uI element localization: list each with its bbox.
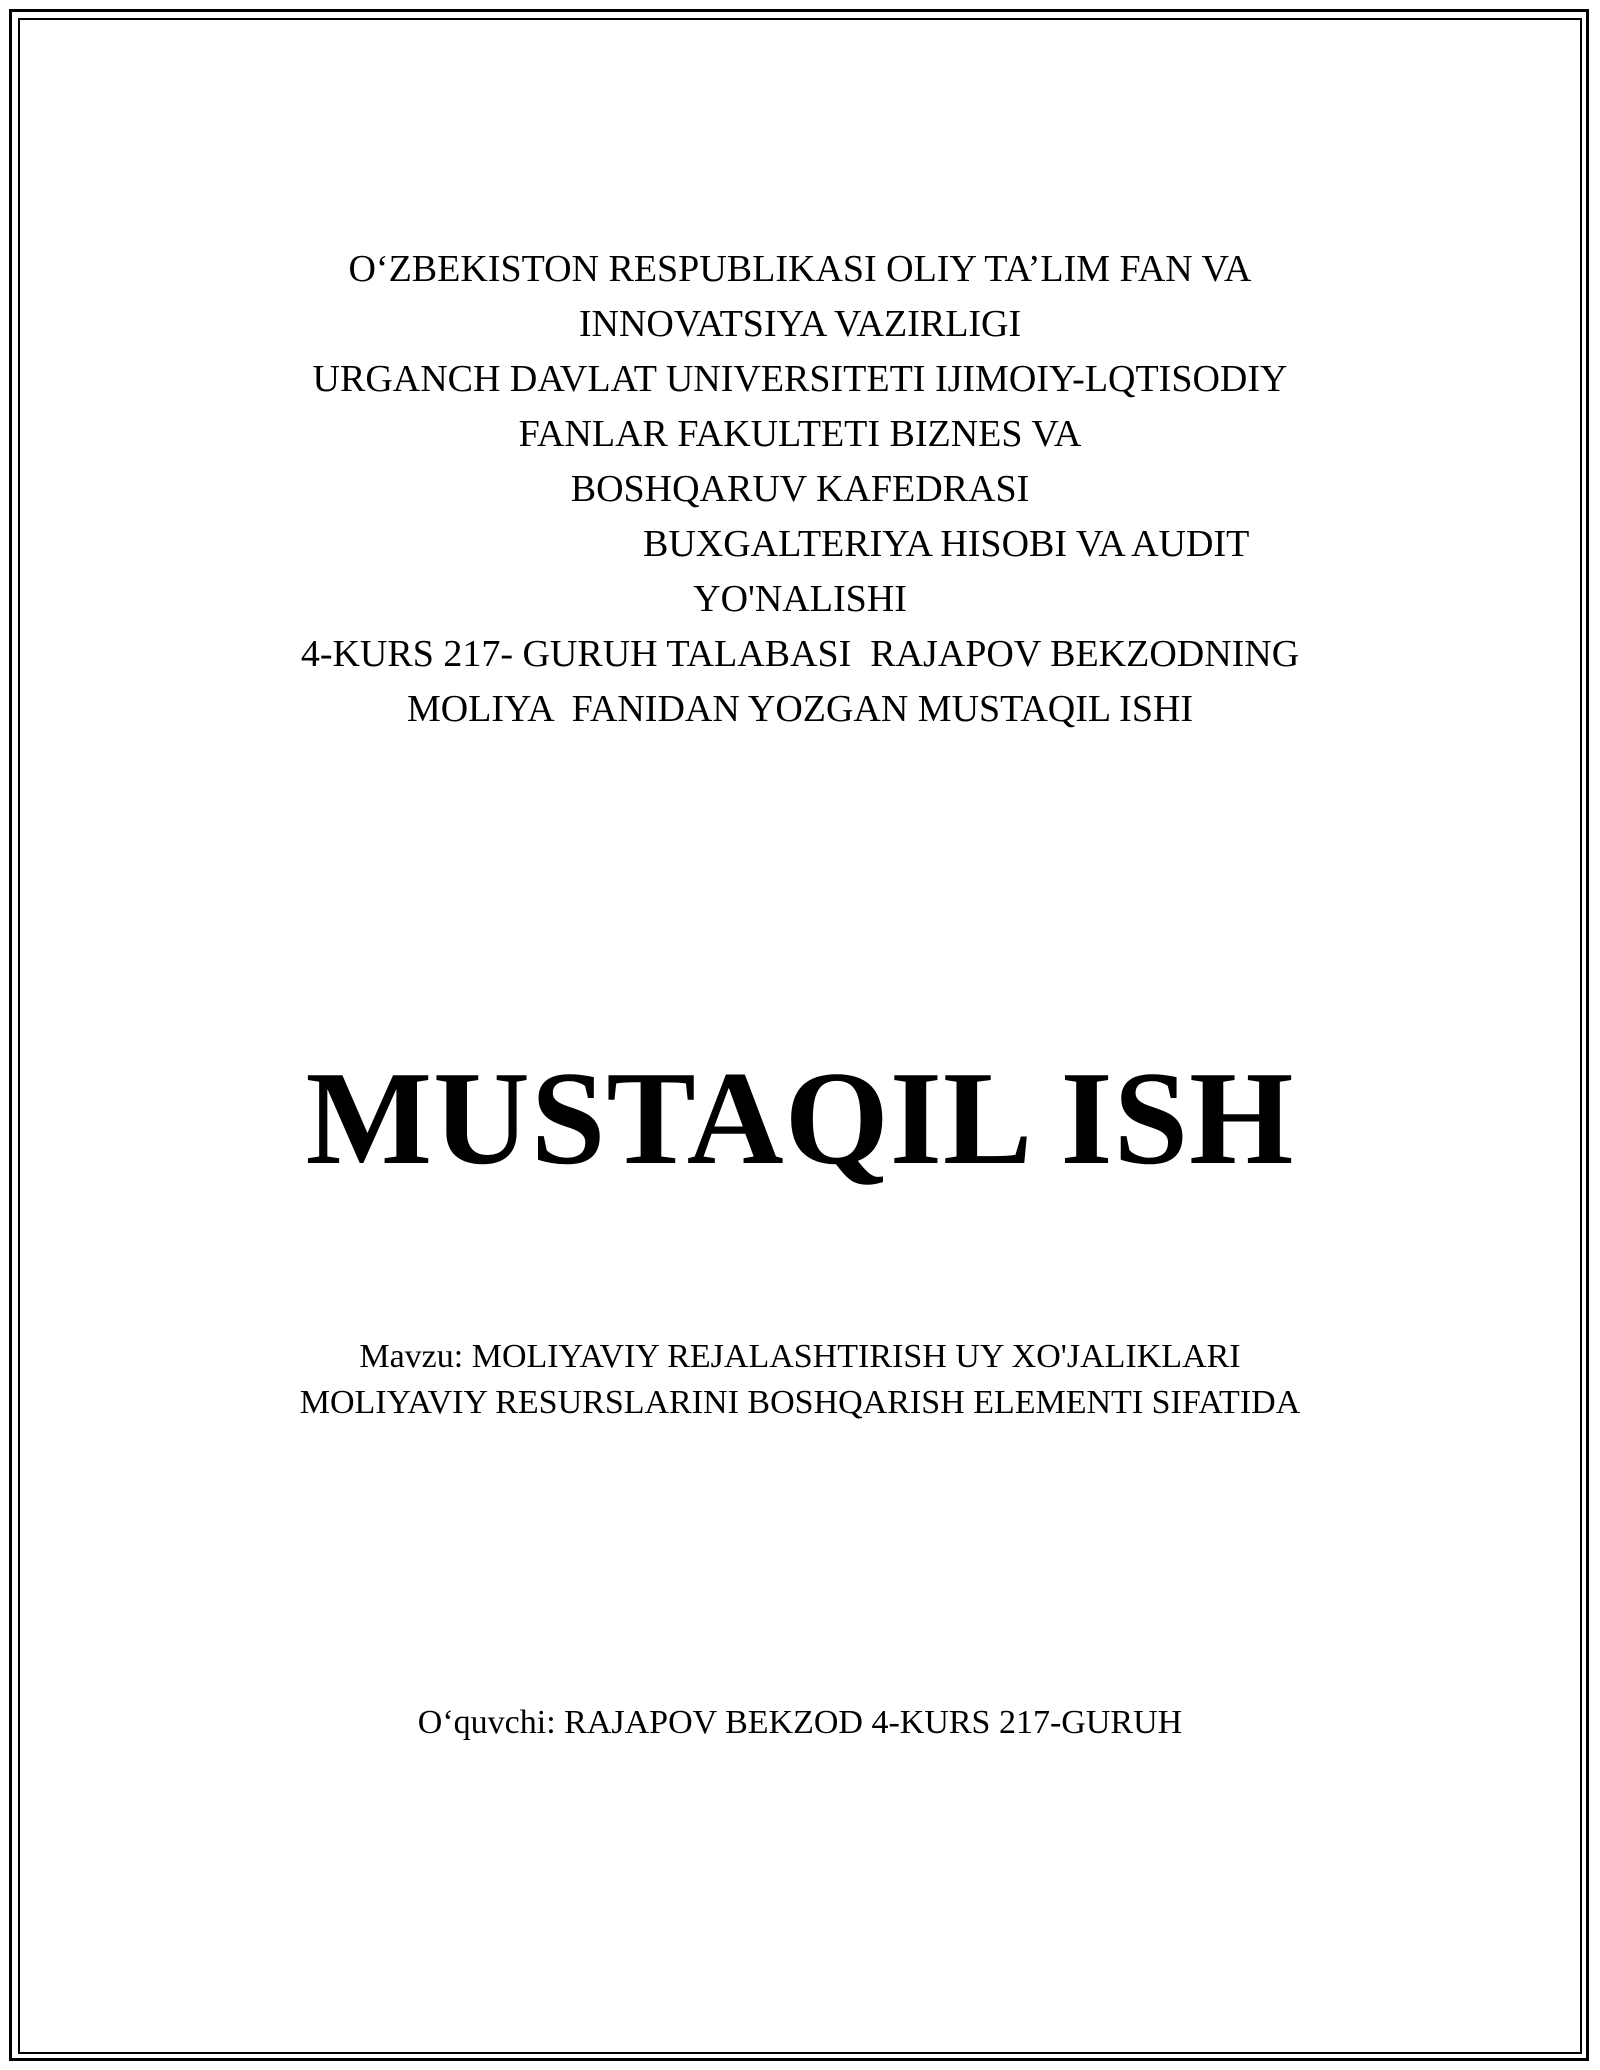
header-line-ministry-1: O‘ZBEKISTON RESPUBLIKASI OLIY TA’LIM FAN VA: [348, 248, 1252, 290]
student-info: O‘quvchi: RAJAPOV BEKZOD 4-KURS 217-GURUH: [417, 1704, 1183, 1741]
institution-header: [0, 242, 1600, 737]
header-line-direction: YO'NALISHI: [693, 578, 907, 620]
header-line-department: BOSHQARUV KAFEDRASI: [570, 468, 1030, 510]
topic-line-2: MOLIYAVIY RESURSLARINI BOSHQARISH ELEMENTI SIFATIDA: [299, 1384, 1301, 1421]
header-line-faculty: FANLAR FAKULTETI BIZNES VA: [518, 413, 1082, 455]
header-line-ministry-2: INNOVATSIYA VAZIRLIGI: [578, 303, 1022, 345]
header-line-specialty: BUXGALTERIYA HISOBI VA AUDIT: [643, 523, 1250, 565]
document-title: MUSTAQIL ISH: [305, 1044, 1295, 1192]
header-line-university: URGANCH DAVLAT UNIVERSITETI IJIMOIY-LQTISODIY: [312, 358, 1288, 400]
header-line-student: 4-KURS 217- GURUH TALABASI RAJAPOV BEKZODNING: [300, 633, 1300, 675]
header-line-subject: MOLIYA FANIDAN YOZGAN MUSTAQIL ISHI: [406, 688, 1194, 730]
topic-line-1: Mavzu: MOLIYAVIY REJALASHTIRISH UY XO'JALIKLARI: [359, 1338, 1241, 1375]
topic-block: [0, 1334, 1600, 1426]
